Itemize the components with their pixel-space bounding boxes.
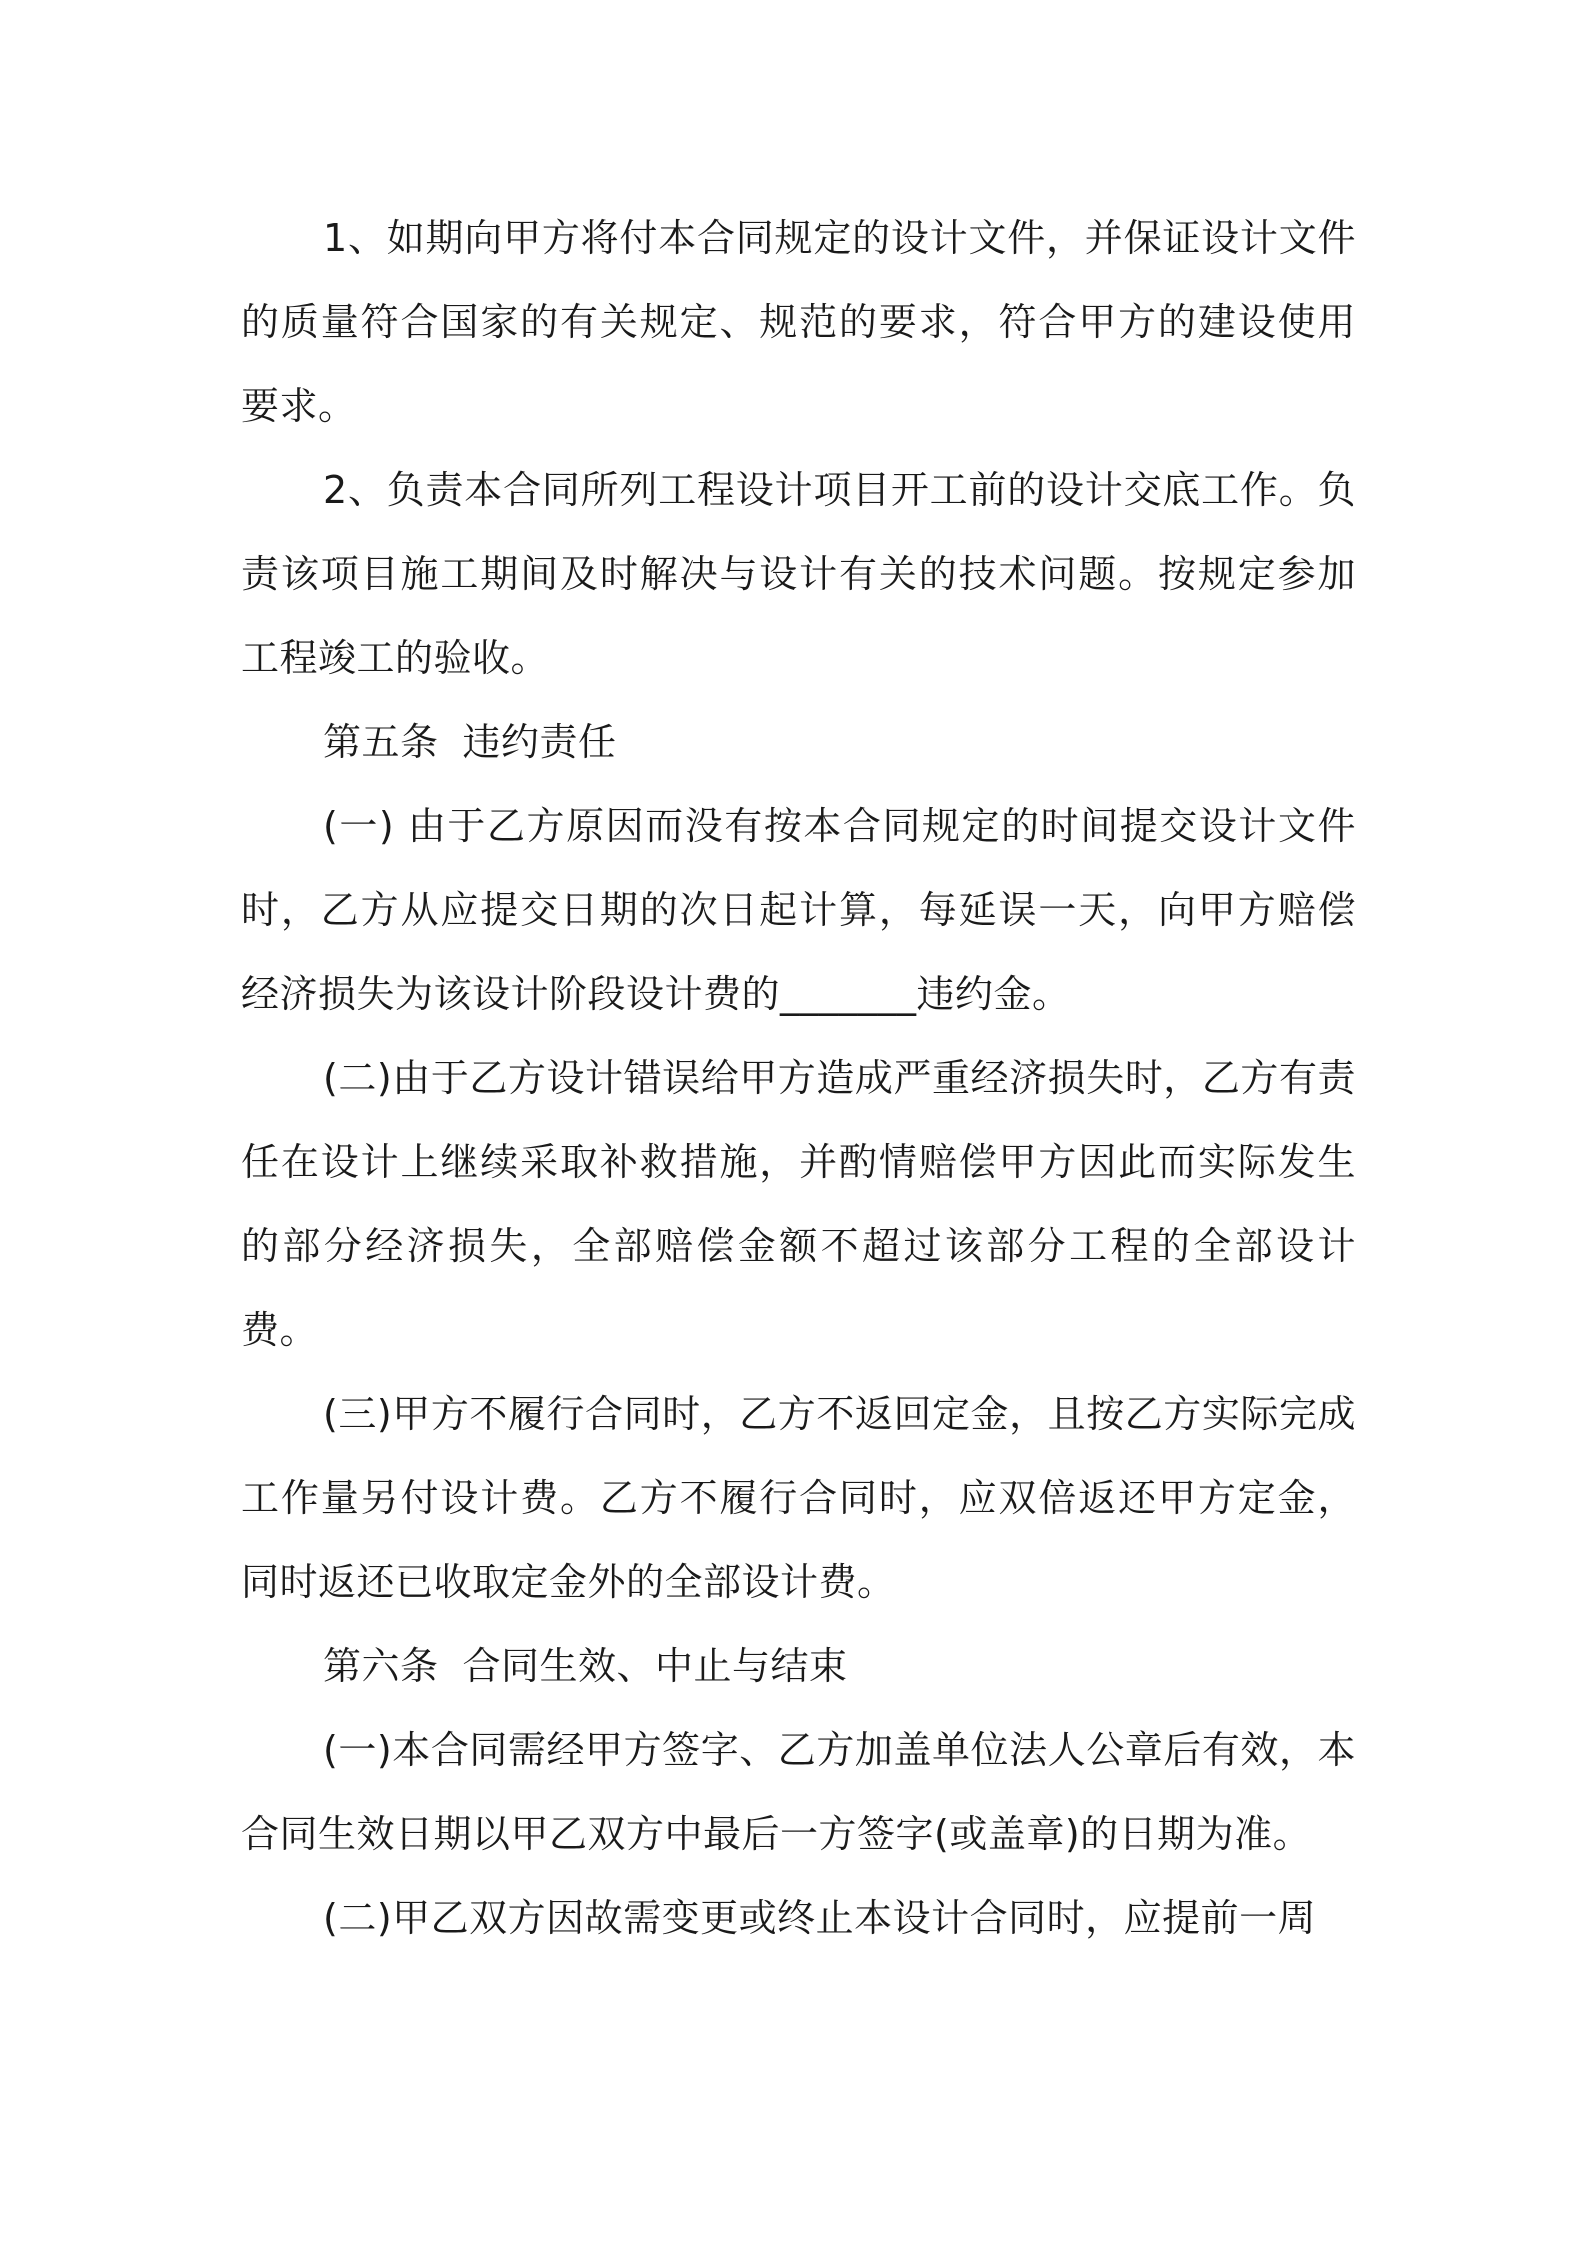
article-5-title: 违约责任 [462, 720, 617, 764]
article-6-heading [241, 1624, 1356, 1708]
article-6-number: 第六条 [323, 1644, 439, 1688]
article-5-clause-1: (一) 由于乙方原因而没有按本合同规定的时间提交设计文件时，乙方从应提交日期的次日起计算，每延误一天，向甲方赔偿经济损失为该设计阶段设计费的_______违约金。 [241, 804, 1356, 1016]
article-5-clause-3: (三)甲方不履行合同时，乙方不返回定金，且按乙方实际完成工作量另付设计费。乙方不履行合同时，应双倍返还甲方定金，同时返还已收取定金外的全部设计费。 [241, 1392, 1356, 1604]
article-5-number: 第五条 [323, 720, 439, 764]
article-6-clause-2: (二)甲乙双方因故需变更或终止本设计合同时，应提前一周 [323, 1896, 1317, 1940]
article-6-title: 合同生效、中止与结束 [462, 1644, 848, 1688]
document-page [241, 196, 1356, 1960]
paragraph-obligation-2: 2、负责本合同所列工程设计项目开工前的设计交底工作。负责该项目施工期间及时解决与设计有关的技术问题。按规定参加工程竣工的验收。 [241, 468, 1356, 680]
article-5-clause-2: (二)由于乙方设计错误给甲方造成严重经济损失时，乙方有责任在设计上继续采取补救措施，并酌情赔偿甲方因此而实际发生的部分经济损失，全部赔偿金额不超过该部分工程的全部设计费。 [241, 1056, 1356, 1352]
article-5-heading [241, 700, 1356, 784]
article-6-clause-1: (一)本合同需经甲方签字、乙方加盖单位法人公章后有效，本合同生效日期以甲乙双方中最后一方签字(或盖章)的日期为准。 [241, 1728, 1356, 1856]
paragraph-obligation-1: 1、如期向甲方将付本合同规定的设计文件，并保证设计文件的质量符合国家的有关规定、规范的要求，符合甲方的建设使用要求。 [241, 216, 1356, 428]
